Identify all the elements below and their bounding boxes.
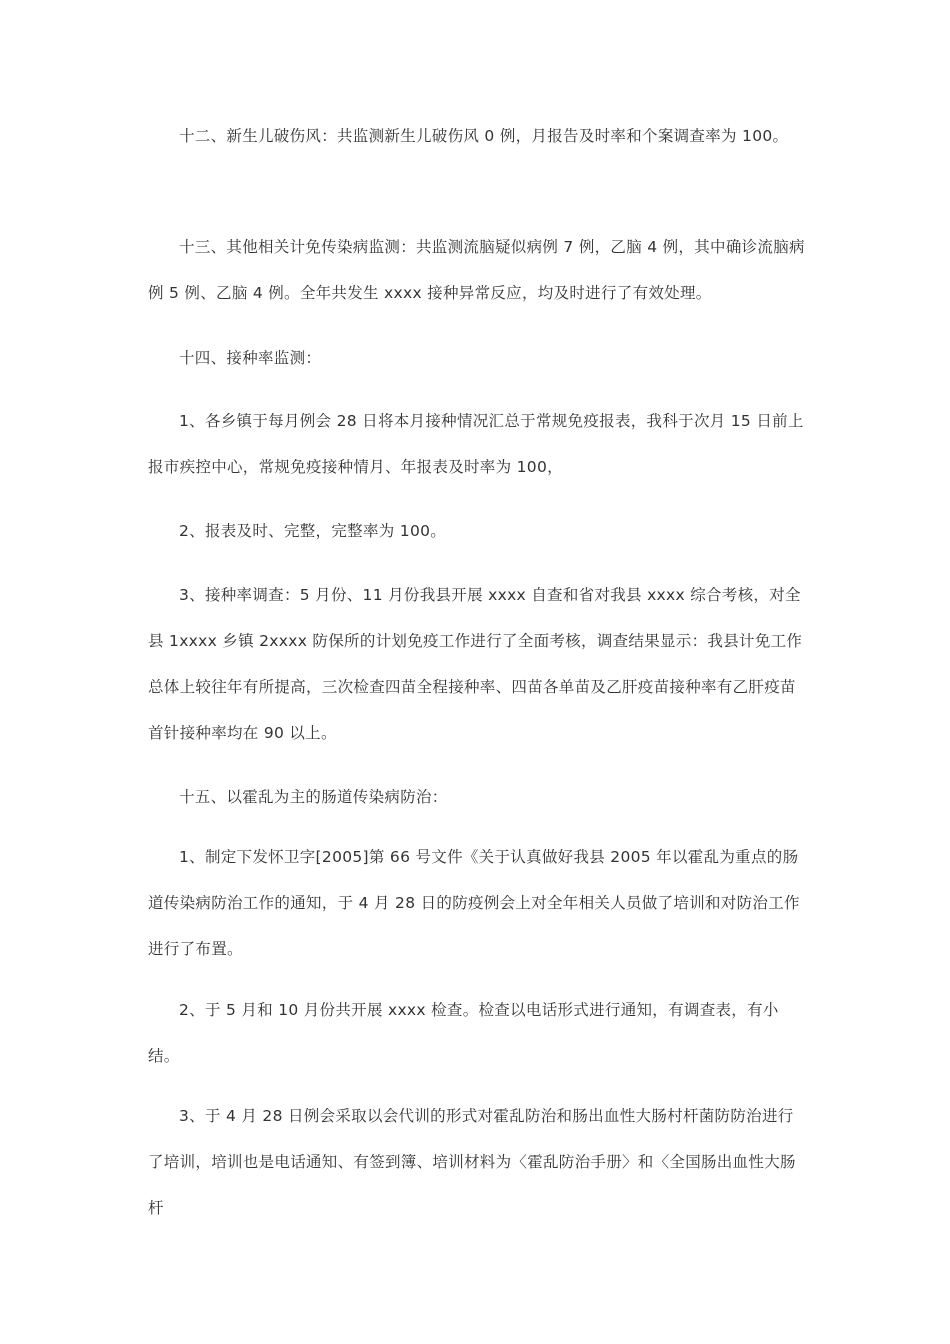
paragraph-14-heading: 十四、接种率监测： <box>179 349 322 367</box>
paragraph-15-item-1: 1、制定下发怀卫字[2005]第 66 号文件《关于认真做好我县 2005 年以霍乱为重点的肠道传染病防治工作的通知，于 4 月 28 日的防疫例会上对全年相关人员做了培训和对防治工作进行了布置。 <box>148 848 800 958</box>
paragraph-15-item-3: 3、于 4 月 28 日例会采取以会代训的形式对霍乱防治和肠出血性大肠村杆菌防防治进行了培训，培训也是电话通知、有签到簿、培训材料为〈霍乱防治手册〉和〈全国肠出血性大肠杆 <box>148 1107 796 1217</box>
paragraph-14-item-3: 3、接种率调查：5 月份、11 月份我县开展 xxxx 自查和省对我县 xxxx 综合考核，对全县 1xxxx 乡镇 2xxxx 防保所的计划免疫工作进行了全面考核，调查结果显示：我县计免工作总体上较往年有所提高，三次检查四苗全程接种率、四苗各单苗及乙肝疫苗接种率有乙肝疫苗首针接种率均在 90 以上。 <box>148 586 803 742</box>
paragraph-13-other-diseases: 十三、其他相关计免传染病监测：共监测流脑疑似病例 7 例，乙脑 4 例，其中确诊流脑病例 5 例、乙脑 4 例。全年共发生 xxxx 接种异常反应，均及时进行了有效处理。 <box>148 238 805 302</box>
paragraph-14-item-1: 1、各乡镇于每月例会 28 日将本月接种情况汇总于常规免疫报表，我科于次月 15 日前上报市疾控中心，常规免疫接种情月、年报表及时率为 100， <box>148 412 804 476</box>
paragraph-14-item-2: 2、报表及时、完整，完整率为 100。 <box>179 522 447 540</box>
paragraph-15-heading: 十五、以霍乱为主的肠道传染病防治： <box>179 788 448 806</box>
paragraph-15-item-2: 2、于 5 月和 10 月份共开展 xxxx 检查。检查以电话形式进行通知，有调查表，有小结。 <box>148 1001 779 1065</box>
paragraph-12-neonatal-tetanus: 十二、新生儿破伤风：共监测新生儿破伤风 0 例，月报告及时率和个案调查率为 100。 <box>179 127 789 145</box>
